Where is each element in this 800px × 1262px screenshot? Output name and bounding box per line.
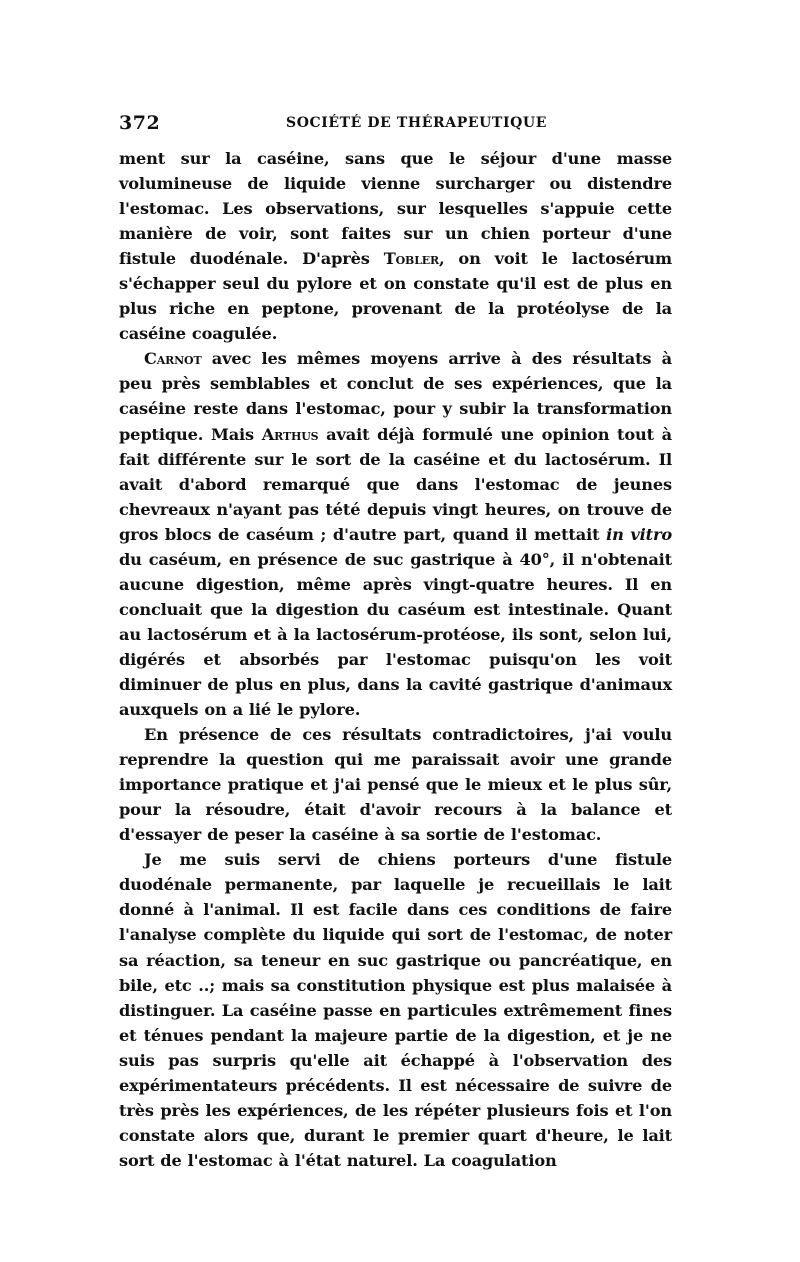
- book-page: [119, 112, 672, 1173]
- page-header: [119, 112, 672, 146]
- page-number: 372: [119, 112, 161, 134]
- text-segment: , on voit le lactosérum s'échapper seul du pylore et on constate qu'il est de plus en plus riche en peptone, provenant de la protéolyse de la caséine coagulée.: [119, 249, 672, 344]
- text-segment: avait déjà formulé une opinion tout à fait différente sur le sort de la caséine et du lactosérum. Il avait d'abord remarqué que dans l'estomac de jeunes chevreaux n'ayant pas tété depuis vingt heures, on trouve de gros blocs de caséum ; d'autre part, quand il mettait: [119, 424, 673, 544]
- paragraph: [119, 722, 672, 847]
- italic-term: in vitro: [606, 524, 672, 544]
- author-name: Arthus: [261, 424, 319, 444]
- running-title: SOCIÉTÉ DE THÉRAPEUTIQUE: [286, 115, 547, 131]
- paragraph: [119, 146, 672, 346]
- text-segment: avec les mêmes moyens arrive à des résultats à peu près semblables et conclut de ses expériences, que la caséine reste dans l'estomac, pour y subir la transformation peptique. Mais: [119, 349, 672, 444]
- paragraph: [119, 847, 672, 1173]
- text-segment: En présence de ces résultats contradictoires, j'ai voulu reprendre la question qui me paraissait avoir une grande importance pratique et j'ai pensé que le mieux et le plus sûr, pour la résoudre, était d'avoir recours à la balance et d'essayer de peser la caséine à sa sortie de l'estomac.: [119, 725, 672, 845]
- text-segment: Je me suis servi de chiens porteurs d'une fistule duodénale permanente, par laquelle je recueillais le lait donné à l'animal. Il est facile dans ces conditions de faire l'analyse complète du liquide qui sort de l'estomac, de noter sa réaction, sa teneur en suc gastrique ou pancréatique, en bile, etc ..; mais sa constitution physique est plus malaisée à distinguer. La caséine passe en particules extrêmement fines et ténues pendant la majeure partie de la digestion, et je ne suis pas surpris qu'elle ait échappé à l'observation des expérimentateurs précédents. Il est nécessaire de suivre de très près les expériences, de les répéter plusieurs fois et l'on constate alors que, durant le premier quart d'heure, le lait sort de l'estomac à l'état naturel. La coagulation: [119, 850, 672, 1170]
- paragraph: [119, 346, 672, 722]
- author-name: Tobler: [383, 249, 440, 269]
- text-segment: du caséum, en présence de suc gastrique à 40°, il n'obtenait aucune digestion, même après vingt-quatre heures. Il en concluait que la digestion du caséum est intestinale. Quant au lactosérum et à la lactosérum-protéose, ils sont, selon lui, digérés et absorbés par l'estomac puisqu'on les voit diminuer de plus en plus, dans la cavité gastrique d'animaux auxquels on a lié le pylore.: [119, 549, 672, 720]
- text-segment: ment sur la caséine, sans que le séjour d'une masse volumineuse de liquide vienne surcharger ou distendre l'estomac. Les observations, sur lesquelles s'appuie cette manière de voir, sont faites sur un chien porteur d'une fistule duodénale. D'après: [119, 149, 672, 269]
- body-text: [119, 146, 672, 1173]
- author-name: Carnot: [144, 349, 202, 369]
